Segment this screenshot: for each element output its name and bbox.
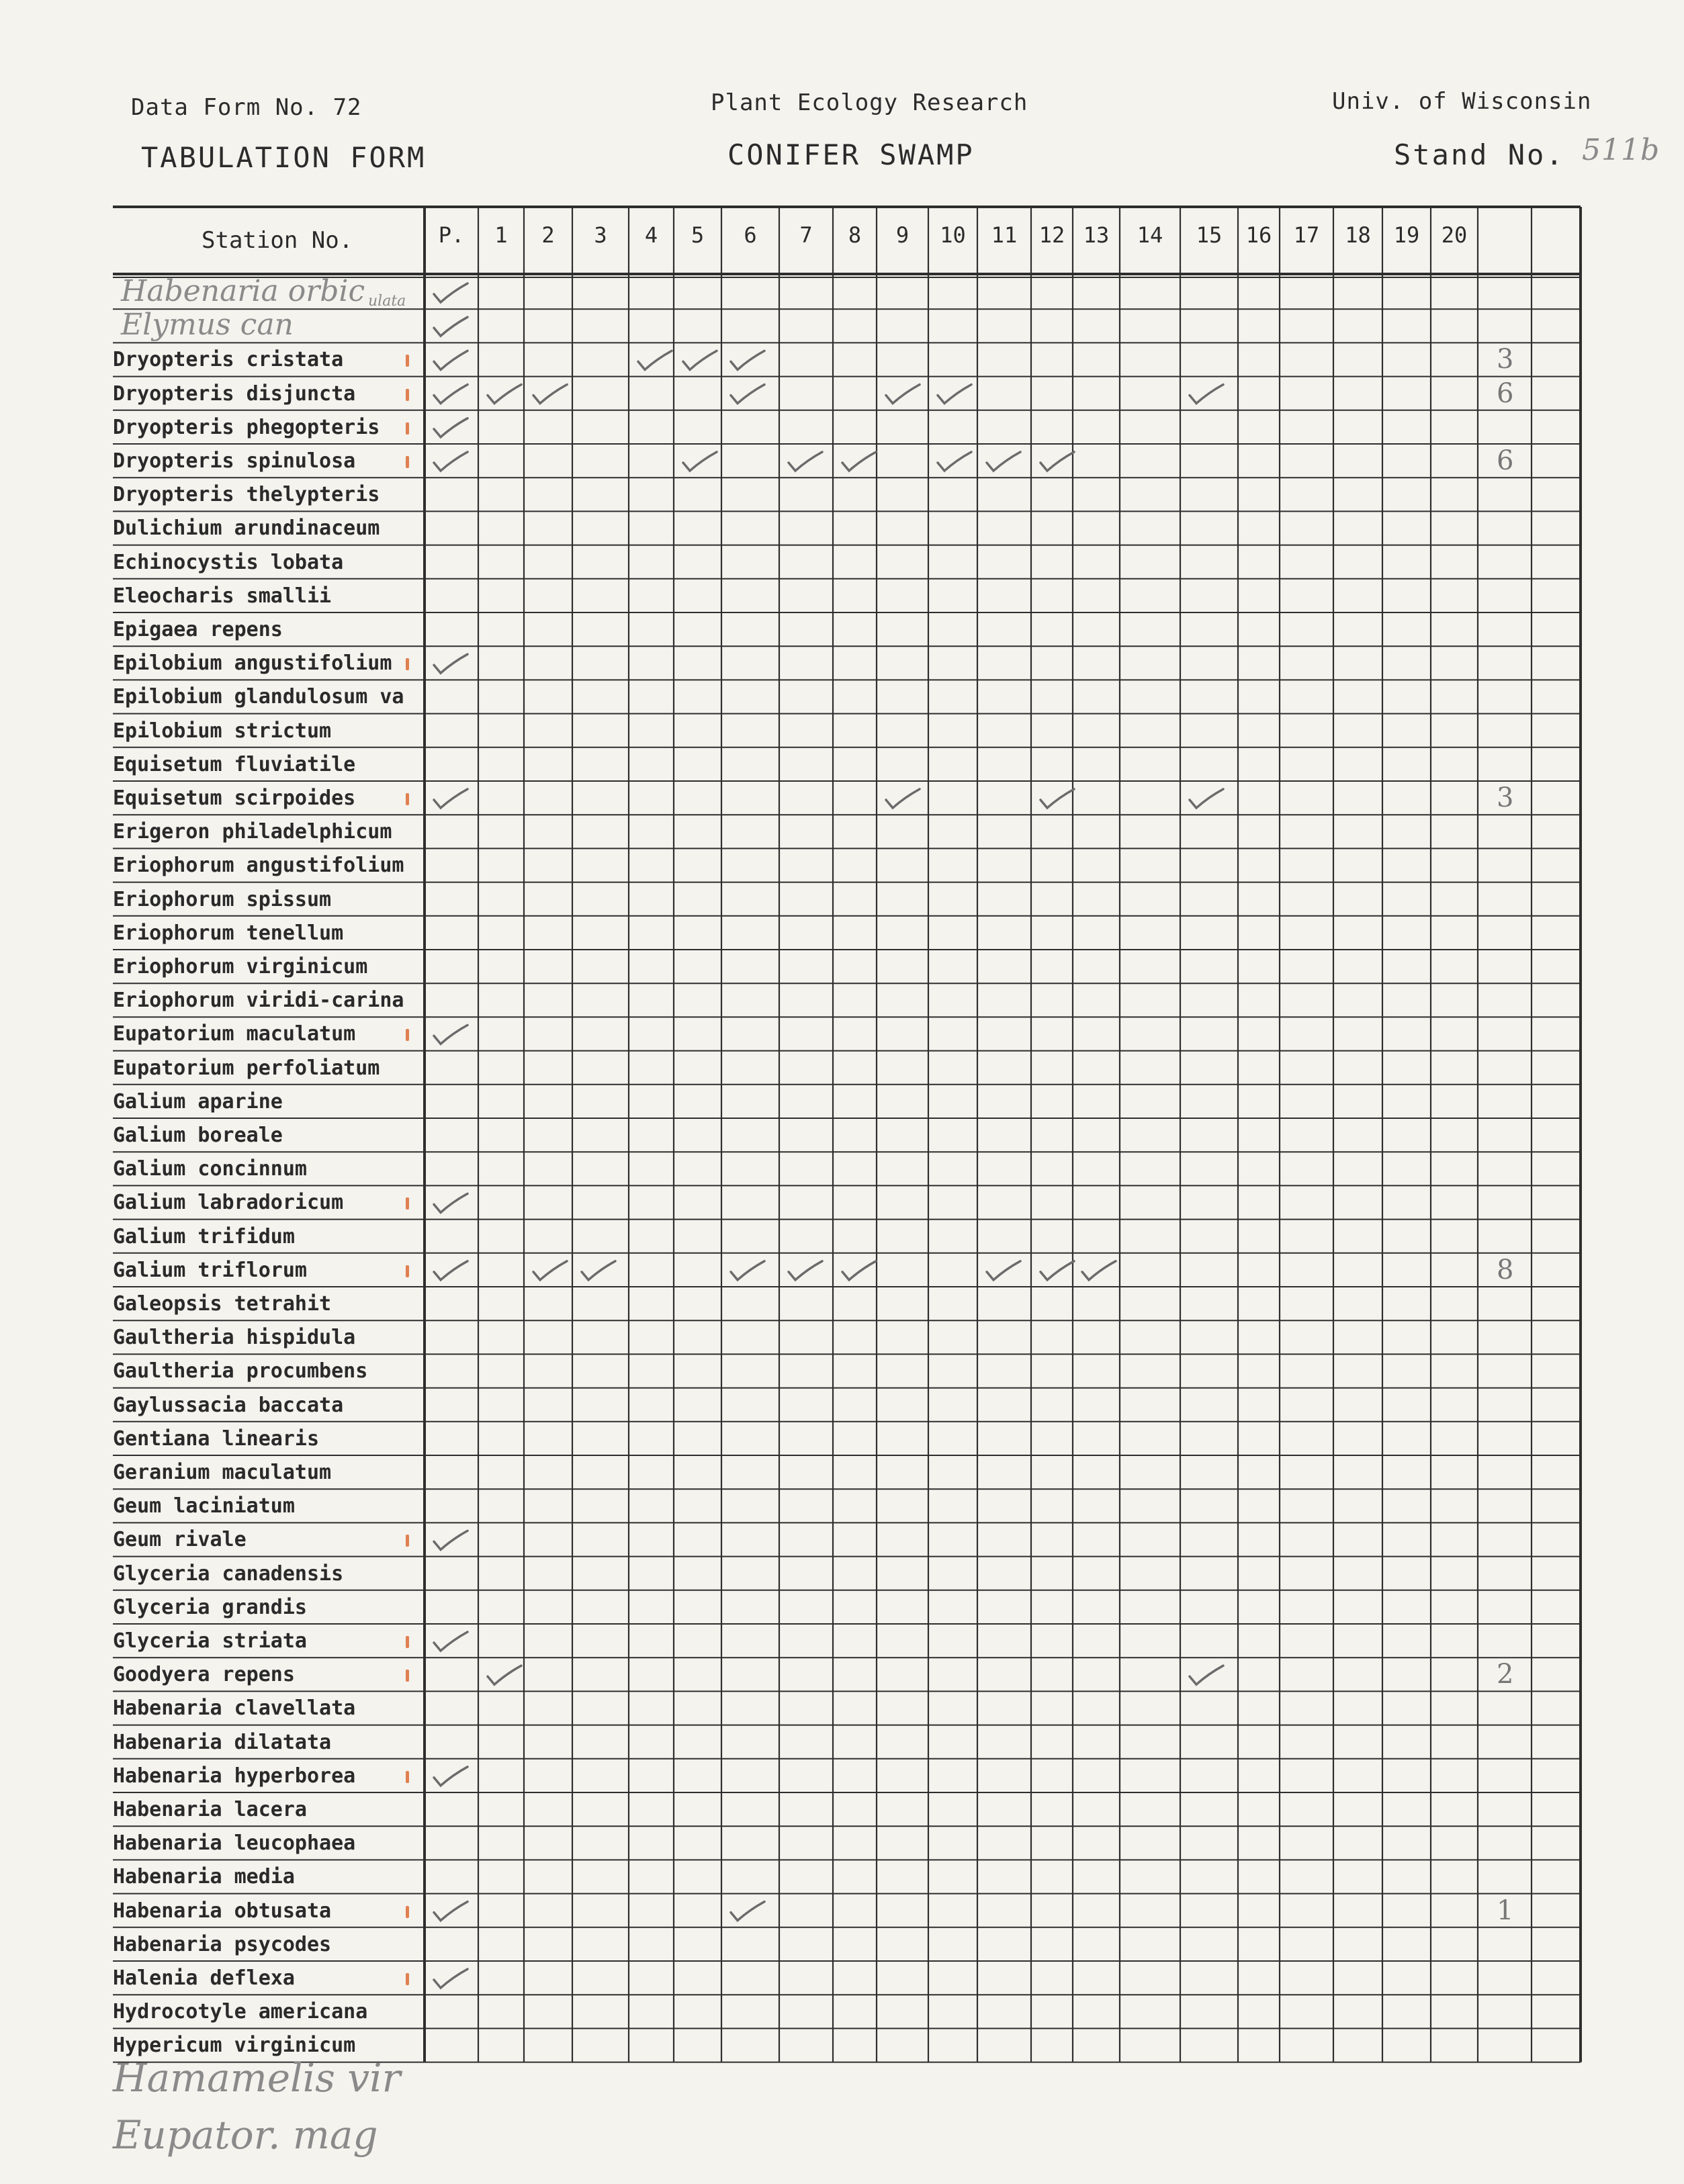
red-tick-mark <box>406 793 409 805</box>
check-mark <box>683 351 717 369</box>
column-header: 9 <box>895 222 910 248</box>
red-tick-mark <box>406 1197 409 1210</box>
check-mark <box>789 452 822 471</box>
species-name: Habenaria obtusata <box>113 1899 332 1923</box>
species-name: Gentiana linearis <box>113 1426 320 1451</box>
species-name: Equisetum fluviatile <box>113 752 356 776</box>
check-mark <box>638 351 672 369</box>
species-name: Galium labradoricum <box>113 1191 344 1215</box>
column-header: 10 <box>940 222 966 248</box>
red-tick-mark <box>406 1973 409 1985</box>
check-mark <box>886 385 920 404</box>
species-name: Equisetum scirpoides <box>113 786 356 810</box>
red-tick-mark <box>406 1265 409 1277</box>
species-name: Dryopteris thelypteris <box>113 483 380 507</box>
species-name: Eupatorium maculatum <box>113 1022 356 1046</box>
column-header: 6 <box>744 222 757 248</box>
species-name: Geum rivale <box>113 1528 247 1552</box>
check-mark <box>1040 1261 1074 1280</box>
red-tick-mark <box>406 1029 409 1041</box>
red-tick-mark <box>406 1670 409 1682</box>
form-number: Data Form No. 72 <box>131 94 362 121</box>
species-name: Epilobium angustifolium <box>113 651 392 676</box>
check-mark <box>434 1531 468 1549</box>
column-header: P. <box>438 222 465 248</box>
check-mark <box>434 385 468 404</box>
check-mark <box>987 1261 1020 1280</box>
column-header: 15 <box>1196 222 1223 248</box>
species-name: Habenaria leucophaea <box>113 1831 356 1856</box>
species-name: Habenaria clavellata <box>113 1696 356 1721</box>
community-title: CONIFER SWAMP <box>727 138 975 171</box>
check-mark <box>434 452 468 471</box>
check-mark <box>731 385 764 404</box>
species-name: Epilobium strictum <box>113 719 332 743</box>
column-header: 3 <box>594 222 607 248</box>
footer-note-2: Eupator. mag <box>113 2112 378 2158</box>
check-mark <box>938 385 971 404</box>
stand-count: 1 <box>1497 1895 1514 1926</box>
check-mark <box>842 452 876 471</box>
check-mark <box>789 1261 822 1280</box>
stand-label: Stand No. <box>1394 138 1565 171</box>
check-mark <box>434 1193 468 1212</box>
red-tick-mark <box>406 658 409 670</box>
column-header: 12 <box>1038 222 1065 248</box>
species-name: Habenaria dilatata <box>113 1730 332 1754</box>
species-name: Gaultheria procumbens <box>113 1359 368 1383</box>
check-mark <box>533 385 567 404</box>
check-mark <box>434 351 468 369</box>
column-header: 18 <box>1345 222 1371 248</box>
column-header: 11 <box>991 222 1018 248</box>
species-name: Geranium maculatum <box>113 1461 332 1484</box>
check-mark <box>434 789 468 808</box>
column-header: 8 <box>848 222 862 248</box>
check-mark <box>731 1902 764 1921</box>
column-header: 5 <box>691 222 705 248</box>
species-name: Geum laciniatum <box>113 1494 295 1518</box>
species-name: Eupatorium perfoliatum <box>113 1056 380 1080</box>
check-mark <box>434 1261 468 1280</box>
species-name: Dryopteris phegopteris <box>113 415 380 439</box>
check-mark <box>683 452 717 471</box>
stand-count: 3 <box>1497 782 1514 813</box>
station-label: Station No. <box>202 227 353 254</box>
species-name: Dryopteris cristata <box>113 348 344 372</box>
stand-count: 6 <box>1497 377 1514 409</box>
species-name: Galium aparine <box>113 1089 283 1113</box>
red-tick-mark <box>406 456 409 468</box>
species-name: Galium trifidum <box>113 1224 295 1248</box>
species-name: Epigaea repens <box>113 618 283 641</box>
column-header: 13 <box>1083 222 1110 248</box>
column-header: 16 <box>1245 222 1272 248</box>
check-mark <box>1190 385 1223 404</box>
red-tick-mark <box>406 422 409 435</box>
check-mark <box>582 1261 615 1280</box>
column-header: 4 <box>644 222 658 248</box>
check-mark <box>434 1632 468 1651</box>
handwritten-species: Habenaria orbic <box>121 274 365 308</box>
species-name: Galeopsis tetrahit <box>113 1292 332 1316</box>
species-name: Hydrocotyle americana <box>113 2000 368 2024</box>
species-name: Eriophorum virginicum <box>113 955 368 979</box>
species-name: Dryopteris spinulosa <box>113 449 356 473</box>
species-name: Galium triflorum <box>113 1258 307 1282</box>
red-tick-mark <box>406 389 409 401</box>
check-mark <box>1190 789 1223 808</box>
check-mark <box>488 1666 521 1684</box>
check-mark <box>842 1261 876 1280</box>
species-name: Galium concinnum <box>113 1157 307 1181</box>
species-name: Glyceria grandis <box>113 1595 307 1619</box>
check-mark <box>1040 789 1074 808</box>
species-name: Eriophorum angustifolium <box>113 854 404 878</box>
species-name: Habenaria lacera <box>113 1798 307 1821</box>
species-name: Dryopteris disjuncta <box>113 381 356 406</box>
check-mark <box>938 452 971 471</box>
stand-count: 6 <box>1497 445 1514 476</box>
red-tick-mark <box>406 1771 409 1783</box>
species-name: Echinocystis lobata <box>113 550 344 574</box>
check-mark <box>434 1969 468 1988</box>
stand-count: 3 <box>1497 344 1514 375</box>
species-name: Habenaria media <box>113 1865 295 1889</box>
species-name: Gaylussacia baccata <box>113 1393 344 1417</box>
stand-count: 2 <box>1497 1659 1514 1690</box>
column-header: 14 <box>1137 222 1163 248</box>
check-mark <box>434 654 468 673</box>
research-title: Plant Ecology Research <box>711 89 1028 116</box>
species-name: Galium boreale <box>113 1124 283 1147</box>
column-header: 20 <box>1441 222 1468 248</box>
university-name: Univ. of Wisconsin <box>1332 88 1592 115</box>
species-name: Glyceria canadensis <box>113 1561 344 1586</box>
species-name: Gaultheria hispidula <box>113 1326 356 1350</box>
check-mark <box>731 1261 764 1280</box>
check-mark <box>533 1261 567 1280</box>
red-tick-mark <box>406 355 409 367</box>
species-name: Eriophorum viridi-carina <box>113 989 404 1013</box>
check-mark <box>886 789 920 808</box>
check-mark <box>987 452 1020 471</box>
species-name: Eleocharis smallii <box>113 584 332 608</box>
red-tick-mark <box>406 1636 409 1648</box>
footer-note-1: Hamamelis vir <box>113 2055 401 2101</box>
handwritten-species: Elymus can <box>121 308 294 343</box>
column-header: 7 <box>799 222 813 248</box>
stand-count: 8 <box>1497 1254 1514 1285</box>
check-mark <box>434 1902 468 1921</box>
species-name: Halenia deflexa <box>113 1966 295 1990</box>
species-name: Habenaria psycodes <box>113 1932 332 1956</box>
check-mark <box>434 418 468 437</box>
species-name: Hypericum virginicum <box>113 2034 356 2058</box>
check-mark <box>1040 452 1074 471</box>
check-mark <box>434 283 468 302</box>
species-name: Erigeron philadelphicum <box>113 820 392 844</box>
red-tick-mark <box>406 1906 409 1918</box>
column-header: 1 <box>494 222 508 248</box>
species-name: Eriophorum tenellum <box>113 921 344 945</box>
species-name: Eriophorum spissum <box>113 887 332 911</box>
red-tick-mark <box>406 1535 409 1547</box>
column-header: 17 <box>1293 222 1320 248</box>
handwritten-species-note: ulata <box>368 293 406 310</box>
check-mark <box>434 1767 468 1786</box>
species-name: Goodyera repens <box>113 1663 295 1687</box>
column-header: 19 <box>1393 222 1420 248</box>
check-mark <box>1190 1666 1223 1684</box>
check-mark <box>434 317 468 336</box>
species-name: Epilobium glandulosum va <box>113 685 404 709</box>
column-header: 2 <box>541 222 555 248</box>
species-name: Dulichium arundinaceum <box>113 516 380 541</box>
stand-number: 511b <box>1582 133 1660 167</box>
check-mark <box>488 385 521 404</box>
check-mark <box>434 1025 468 1044</box>
check-mark <box>731 351 764 369</box>
species-name: Glyceria striata <box>113 1629 307 1653</box>
form-type-title: TABULATION FORM <box>141 141 427 174</box>
check-mark <box>1082 1261 1116 1280</box>
species-name: Habenaria hyperborea <box>113 1764 356 1788</box>
